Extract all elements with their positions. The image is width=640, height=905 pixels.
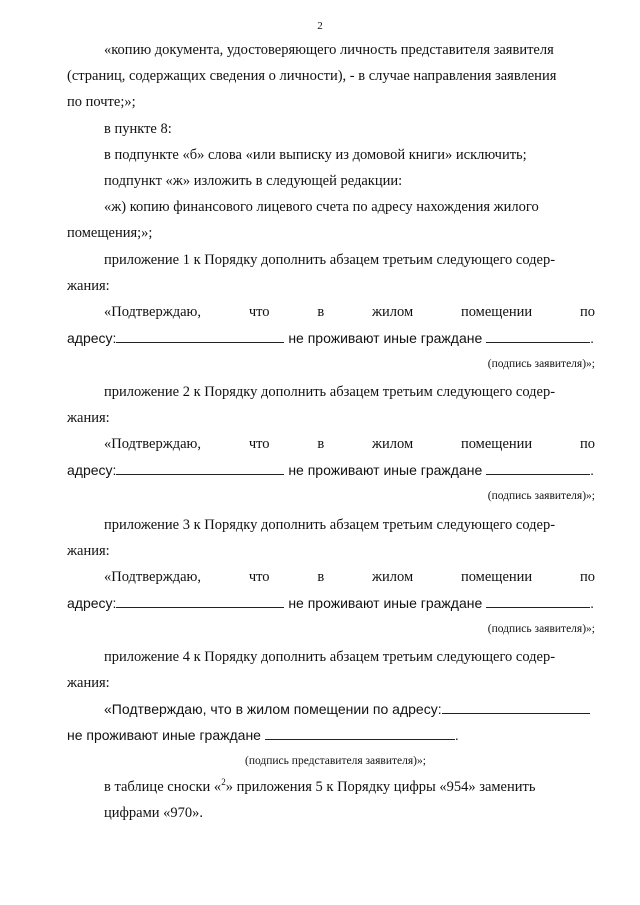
para1-line1-text: «копию документа, удостоверяющего личность представителя заявителя — [104, 42, 554, 58]
confirm-word: что — [248, 304, 270, 320]
app3-address-line — [67, 593, 595, 613]
app3-signature: (подпись заявителя)»; — [487, 623, 595, 635]
residents-text: не проживают иные граждане — [67, 727, 261, 743]
footnote-line2: цифрами «970». — [104, 805, 204, 821]
para1-line2: (страниц, содержащих сведения о личности), - в случае направления заявления — [67, 68, 557, 84]
residents-text: не проживают иные граждане — [288, 595, 483, 611]
app2-address-line — [67, 460, 595, 480]
address-label: адресу: — [67, 595, 117, 611]
app1-address-line — [67, 328, 595, 348]
residents-blank — [486, 594, 590, 608]
confirm-word: в — [317, 569, 325, 585]
residents-blank — [486, 329, 590, 343]
app1-line2: жания: — [67, 278, 110, 294]
period: . — [590, 462, 595, 478]
address-label: адресу: — [67, 330, 117, 346]
residents-text: не проживают иные граждане — [288, 462, 483, 478]
app4-line1: приложение 4 к Порядку дополнить абзацем третьим следующего содер- — [104, 649, 556, 665]
app1-signature: (подпись заявителя)»; — [487, 358, 595, 370]
app1-line1: приложение 1 к Порядку дополнить абзацем третьим следующего содер- — [104, 252, 556, 268]
confirm-word: что — [248, 436, 270, 452]
app1-confirm-line — [104, 302, 595, 322]
app4-signature: (подпись представителя заявителя)»; — [245, 755, 426, 767]
zh-text-line2: помещения;»; — [67, 225, 153, 241]
confirm-word: помещении — [460, 304, 533, 320]
app2-line2: жания: — [67, 410, 110, 426]
app3-line1: приложение 3 к Порядку дополнить абзацем третьим следующего содер- — [104, 517, 556, 533]
zh-text-line1: «ж) копию финансового лицевого счета по адресу нахождения жилого — [104, 199, 539, 215]
confirm-word: «Подтверждаю, — [104, 436, 202, 452]
app2-signature: (подпись заявителя)»; — [487, 490, 595, 502]
confirm-word: по — [579, 436, 595, 452]
residents-blank — [265, 726, 455, 740]
confirm-word: жилом — [371, 569, 414, 585]
app3-line2: жания: — [67, 543, 110, 559]
confirm-word: по — [579, 569, 595, 585]
period: . — [454, 727, 459, 743]
footnote-line1 — [104, 777, 595, 797]
app2-line1: приложение 2 к Порядку дополнить абзацем третьим следующего содер- — [104, 384, 556, 400]
confirm-word: «Подтверждаю, — [104, 304, 202, 320]
para1-line3: по почте;»; — [67, 94, 136, 110]
address-blank — [442, 700, 590, 714]
period: . — [590, 330, 595, 346]
confirm-word: жилом — [371, 304, 414, 320]
residents-text: не проживают иные граждане — [288, 330, 483, 346]
app4-line2: жания: — [67, 675, 110, 691]
sub-zh-text: подпункт «ж» изложить в следующей редакции: — [104, 173, 403, 189]
footnote-text-part1: в таблице сноски « — [104, 779, 222, 795]
confirm-word: помещении — [460, 436, 533, 452]
address-blank — [116, 329, 284, 343]
app2-confirm-line — [104, 434, 595, 454]
address-blank — [116, 461, 284, 475]
sub-b-text: в подпункте «б» слова «или выписку из домовой книги» исключить; — [104, 147, 527, 163]
app3-confirm-line — [104, 567, 595, 587]
confirm-word: помещении — [460, 569, 533, 585]
app4-confirm-line — [104, 699, 595, 719]
confirm-word: в — [317, 436, 325, 452]
confirm-word: «Подтверждаю, — [104, 569, 202, 585]
confirm-word: что — [248, 569, 270, 585]
confirm-text: «Подтверждаю, что в жилом помещении по адресу: — [104, 701, 442, 717]
footnote-text-part2: » приложения 5 к Порядку цифры «954» заменить — [225, 779, 536, 795]
confirm-word: в — [317, 304, 325, 320]
confirm-word: по — [579, 304, 595, 320]
para1-line1 — [104, 40, 595, 60]
period: . — [590, 595, 595, 611]
footnote-superscript: 2 — [221, 777, 226, 788]
app4-residents-line — [67, 725, 595, 745]
address-label: адресу: — [67, 462, 117, 478]
address-blank — [116, 594, 284, 608]
page-number: 2 — [317, 20, 323, 32]
item8-heading: в пункте 8: — [104, 121, 172, 137]
confirm-word: жилом — [371, 436, 414, 452]
residents-blank — [486, 461, 590, 475]
